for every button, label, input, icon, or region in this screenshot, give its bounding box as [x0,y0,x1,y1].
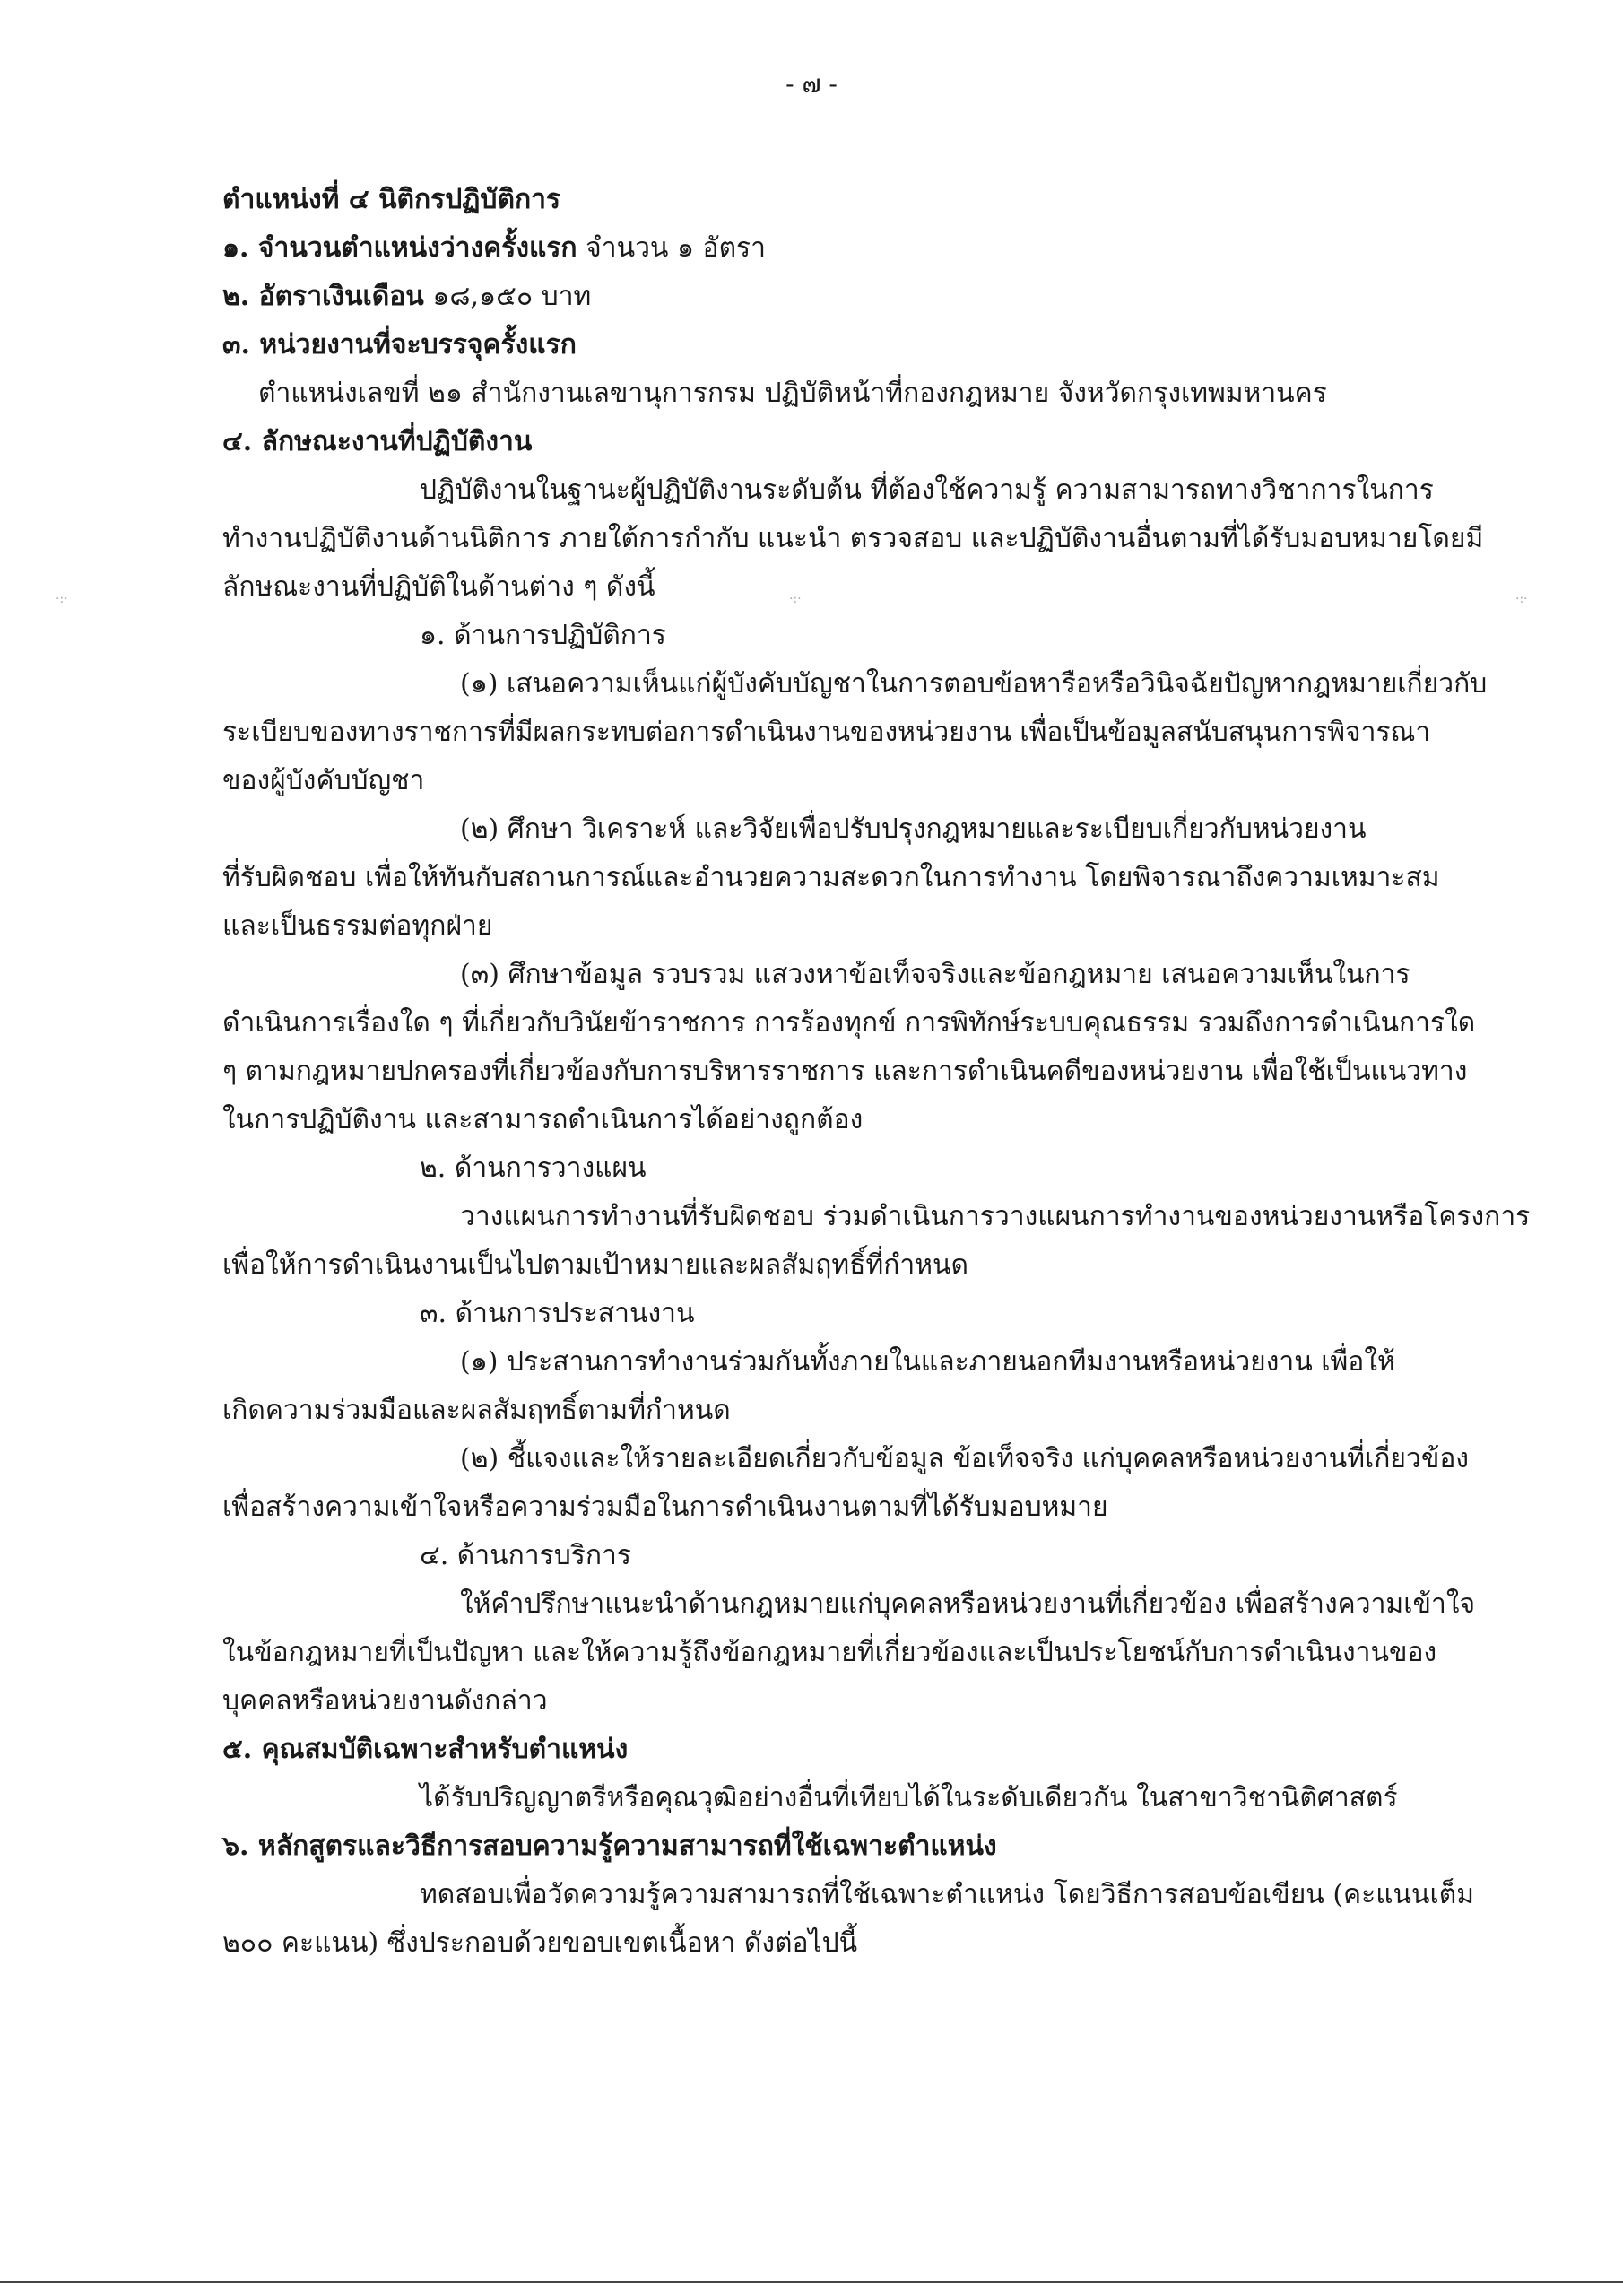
paragraph-line: (๒) ศึกษา วิเคราะห์ และวิจัยเพื่อปรับปรุงกฎหมายและระเบียบเกี่ยวกับหน่วยงาน [460,813,1367,845]
position-heading: ตำแหน่งที่ ๔ นิติกรปฏิบัติการ [222,184,561,215]
item-1-label: ๑. จำนวนตำแหน่งว่างครั้งแรก [222,232,577,264]
item-3-text: ตำแหน่งเลขที่ ๒๑ สำนักงานเลขานุการกรม ปฏิบัติหน้าที่กองกฎหมาย จังหวัดกรุงเทพมหานคร [258,378,1327,409]
paragraph-line: ในการปฏิบัติงาน และสามารถดำเนินการได้อย่างถูกต้อง [222,1104,864,1135]
paragraph-line: (๑) ประสานการทำงานร่วมกันทั้งภายในและภายนอกทีมงานหรือหน่วยงาน เพื่อให้ [460,1346,1395,1378]
paragraph-line: เพื่อสร้างความเข้าใจหรือความร่วมมือในการดำเนินงานตามที่ได้รับมอบหมาย [222,1492,1108,1523]
paragraph-line: ๆ ตามกฎหมายปกครองที่เกี่ยวข้องกับการบริหารราชการ และการดำเนินคดีของหน่วยงาน เพื่อใช้เป็นแนวทาง [222,1056,1468,1087]
scan-speck: ·:· [1515,592,1528,606]
item-1 [222,224,1496,273]
paragraph-line: (๓) ศึกษาข้อมูล รวบรวม แสวงหาข้อเท็จจริงและข้อกฎหมาย เสนอความเห็นในการ [460,959,1410,990]
item-2 [222,273,1496,321]
paragraph-line: ดำเนินการเรื่องใด ๆ ที่เกี่ยวกับวินัยข้าราชการ การร้องทุกข์ การพิทักษ์ระบบคุณธรรม รวมถึงการดำเนินการใด [222,1007,1476,1039]
paragraph-line: บุคคลหรือหน่วยงานดังกล่าว [222,1685,548,1717]
paragraph-line: ของผู้บังคับบัญชา [222,765,425,796]
paragraph-line: ทดสอบเพื่อวัดความรู้ความสามารถที่ใช้เฉพาะตำแหน่ง โดยวิธีการสอบข้อเขียน (คะแนนเต็ม [420,1879,1475,1910]
section-1-title: ๑. ด้านการปฏิบัติการ [420,620,666,651]
item-5-label: ๕. คุณสมบัติเฉพาะสำหรับตำแหน่ง [222,1734,629,1765]
paragraph-line: ที่รับผิดชอบ เพื่อให้ทันกับสถานการณ์และอำนวยความสะดวกในการทำงาน โดยพิจารณาถึงความเหมาะสม [222,862,1440,893]
paragraph-line: ในข้อกฎหมายที่เป็นปัญหา และให้ความรู้ถึงข้อกฎหมายที่เกี่ยวข้องและเป็นประโยชน์กับการดำเนินงานของ [222,1637,1437,1668]
item-6-label: ๖. หลักสูตรและวิธีการสอบความรู้ความสามารถที่ใช้เฉพาะตำแหน่ง [222,1831,997,1862]
section-4-title: ๔. ด้านการบริการ [420,1540,632,1571]
item-1-value: จำนวน ๑ อัตรา [586,232,767,264]
scan-speck: ·:· [56,592,68,606]
section-3-title: ๓. ด้านการประสานงาน [420,1298,695,1329]
section-2-title: ๒. ด้านการวางแผน [420,1152,647,1184]
scan-speck: ·:· [789,592,802,606]
paragraph-line: ระเบียบของทางราชการที่มีผลกระทบต่อการดำเนินงานของหน่วยงาน เพื่อเป็นข้อมูลสนับสนุนการพิจารณา [222,717,1431,748]
item-2-value: ๑๘,๑๕๐ บาท [432,281,592,312]
paragraph-line: ลักษณะงานที่ปฏิบัติในด้านต่าง ๆ ดังนี้ [222,571,655,603]
paragraph-line: (๒) ชี้แจงและให้รายละเอียดเกี่ยวกับข้อมูล ข้อเท็จจริง แก่บุคคลหรือหน่วยงานที่เกี่ยวข้อง [460,1443,1470,1474]
paragraph-line: ๒๐๐ คะแนน) ซึ่งประกอบด้วยขอบเขตเนื้อหา ดังต่อไปนี้ [222,1927,858,1959]
paragraph-line: ปฏิบัติงานในฐานะผู้ปฏิบัติงานระดับต้น ที่ต้องใช้ความรู้ ความสามารถทางวิชาการในการ [420,474,1434,506]
paragraph-line: วางแผนการทำงานที่รับผิดชอบ ร่วมดำเนินการวางแผนการทำงานของหน่วยงานหรือโครงการ [460,1201,1531,1232]
page-number: - ๗ - [785,69,838,99]
item-4-label: ๔. ลักษณะงานที่ปฏิบัติงาน [222,426,533,457]
paragraph-line: ให้คำปรึกษาแนะนำด้านกฎหมายแก่บุคคลหรือหน่วยงานที่เกี่ยวข้อง เพื่อสร้างความเข้าใจ [460,1588,1476,1620]
paragraph-line: เกิดความร่วมมือและผลสัมฤทธิ์ตามที่กำหนด [222,1395,731,1426]
paragraph-line: (๑) เสนอความเห็นแก่ผู้บังคับบัญชาในการตอบข้อหารือหรือวินิจฉัยปัญหากฎหมายเกี่ยวกับ [460,668,1488,700]
item-5-text: ได้รับปริญญาตรีหรือคุณวุฒิอย่างอื่นที่เทียบได้ในระดับเดียวกัน ในสาขาวิชานิติศาสตร์ [420,1782,1398,1813]
paragraph-line: ทำงานปฏิบัติงานด้านนิติการ ภายใต้การกำกับ แนะนำ ตรวจสอบ และปฏิบัติงานอื่นตามที่ได้รับมอบหมายโดยมี [222,523,1484,554]
document-body [222,176,1531,1968]
item-3-label: ๓. หน่วยงานที่จะบรรจุครั้งแรก [222,329,577,361]
page-bottom-rule [0,2281,1623,2283]
item-2-label: ๒. อัตราเงินเดือน [222,281,424,312]
paragraph-line: และเป็นธรรมต่อทุกฝ่าย [222,910,493,942]
paragraph-line: เพื่อให้การดำเนินงานเป็นไปตามเป้าหมายและผลสัมฤทธิ์ที่กำหนด [222,1249,969,1281]
